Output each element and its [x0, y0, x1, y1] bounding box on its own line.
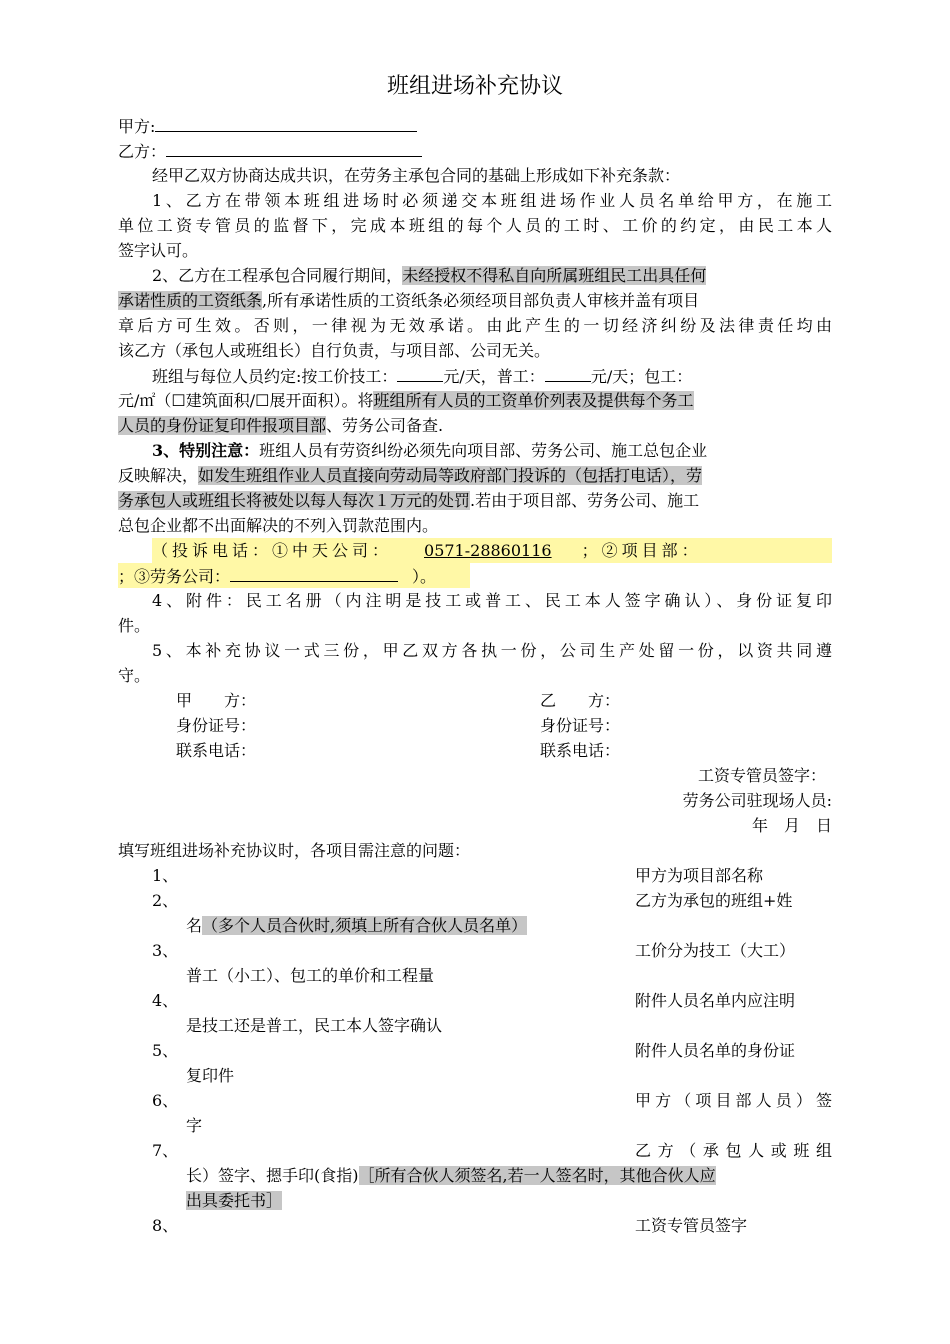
- wage-manager-signature-label: 工资专管员签字：: [697, 766, 826, 785]
- note-1-text: 甲方为项目部名称: [635, 866, 764, 885]
- clause-5-line-1: 5、本补充协议一式三份，甲乙双方各执一份，公司生产处留一份，以资共同遵: [152, 641, 832, 660]
- clause-1-line-2: 单位工资专管员的监督下，完成本班组的每个人员的工时、工价的约定，由民工本人: [118, 216, 832, 235]
- party-b-phone-label: 联系电话：: [540, 741, 621, 760]
- party-a-phone-label: 联系电话：: [176, 741, 257, 760]
- note-3-number: 3、: [152, 941, 179, 960]
- party-a-signature-label: 甲 方：: [176, 691, 257, 710]
- clause-3-line-1: 3、特别注意：班组人员有劳资纠纷必须先向项目部、劳务公司、施工总包企业: [152, 441, 708, 460]
- clause-2-line-1: 2、乙方在工程承包合同履行期间，未经授权不得私自向所属班组民工出具任何: [152, 266, 707, 285]
- clause-4-line-2: 件。: [118, 616, 151, 635]
- note-7-continued: 长）签字、摁手印(食指)［所有合伙人须签名,若一人签名时，其他合伙人应: [186, 1166, 716, 1185]
- complaint-phone-number: 0571-28860116: [424, 541, 552, 560]
- note-2-number: 2、: [152, 891, 179, 910]
- clause-2-line-2: 承诺性质的工资纸条,所有承诺性质的工资纸条必须经项目部负责人审核并盖有项目: [118, 291, 700, 310]
- clause-3-line-3: 务承包人或班组长将被处以每人每次１万元的处罚.若由于项目部、劳务公司、施工: [118, 491, 700, 510]
- note-7-text: 乙方（承包人或班组: [635, 1141, 832, 1160]
- note-6-text: 甲方（项目部人员）签: [635, 1091, 832, 1110]
- clause-1-line-1: 1、乙方在带领本班组进场时必须递交本班组进场作业人员名单给甲方，在施工: [152, 191, 832, 210]
- special-notice-label: 3、特别注意：: [152, 441, 260, 460]
- highlighted-text: ［所有合伙人须签名,若一人签名时，其他合伙人应: [358, 1166, 716, 1185]
- highlighted-text: 如发生班组作业人员直接向劳动局等政府部门投诉的（包括打电话），劳: [198, 466, 703, 485]
- general-wage-blank: [545, 363, 591, 382]
- note-3-text: 工价分为技工（大工）: [635, 941, 796, 960]
- onsite-staff-label: 劳务公司驻现场人员:: [682, 791, 832, 810]
- page-title: 班组进场补充协议: [386, 74, 563, 99]
- clause-2-line-4: 该乙方（承包人或班组长）自行负责，与项目部、公司无关。: [118, 341, 551, 360]
- note-8-text: 工资专管员签字: [635, 1216, 748, 1235]
- wage-line-1: 班组与每位人员约定:按工价技工： 元/天，普工： 元/天；包工：: [152, 363, 832, 388]
- note-7-number: 7、: [152, 1141, 179, 1160]
- note-4-continued: 是技工还是普工，民工本人签字确认: [186, 1016, 443, 1035]
- party-b-id-label: 身份证号：: [540, 716, 621, 735]
- highlighted-text: 出具委托书］: [186, 1191, 283, 1210]
- note-4-number: 4、: [152, 991, 179, 1010]
- highlighted-text: 人员的身份证复印件报项目部: [118, 416, 327, 435]
- note-6-number: 6、: [152, 1091, 179, 1110]
- date-label: 年 月 日: [751, 816, 832, 835]
- party-a-id-label: 身份证号：: [176, 716, 257, 735]
- wage-line-3: 人员的身份证复印件报项目部、劳务公司备查.: [118, 416, 444, 435]
- clause-4-line-1: 4、附件：民工名册（内注明是技工或普工、民工本人签字确认）、身份证复印: [152, 591, 832, 610]
- party-a-blank: [155, 113, 417, 132]
- highlighted-text: 未经授权不得私自向所属班组民工出具任何: [402, 266, 707, 285]
- complaint-phone-line-2: ；③劳务公司： ）。: [118, 563, 470, 588]
- party-a-line: 甲方:: [118, 113, 832, 138]
- complaint-phone-line-1: （投诉电话：①中天公司： 0571-28860116 ；②项目部：: [152, 538, 832, 563]
- note-3-continued: 普工（小工）、包工的单价和工程量: [186, 966, 435, 985]
- note-5-text: 附件人员名单的身份证: [635, 1041, 796, 1060]
- intro-text: 经甲乙双方协商达成共识，在劳务主承包合同的基础上形成如下补充条款：: [152, 166, 681, 185]
- note-7-continued-2: [186, 1188, 832, 1213]
- party-b-line: 乙方：: [118, 138, 832, 163]
- wage-line-2: 元/㎡（☐建筑面积/☐展开面积）。将班组所有人员的工资单价列表及提供每个务工: [118, 391, 694, 410]
- party-b-signature-label: 乙 方：: [540, 691, 621, 710]
- clause-2-line-3: 章后方可生效。否则，一律视为无效承诺。由此产生的一切经济纠纷及法律责任均由: [118, 316, 832, 335]
- skilled-wage-blank: [397, 363, 443, 382]
- note-5-continued: 复印件: [186, 1066, 235, 1085]
- note-1-number: 1、: [152, 866, 179, 885]
- highlighted-text: 班组所有人员的工资单价列表及提供每个务工: [373, 391, 694, 410]
- labor-company-phone-blank: [230, 563, 398, 582]
- note-4-text: 附件人员名单内应注明: [635, 991, 796, 1010]
- note-6-continued: 字: [186, 1116, 203, 1135]
- notes-title: 填写班组进场补充协议时，各项目需注意的问题：: [118, 841, 471, 860]
- highlighted-text: 务承包人或班组长将被处以每人每次１万元的处罚: [118, 491, 471, 510]
- party-b-blank: [166, 138, 422, 157]
- note-5-number: 5、: [152, 1041, 179, 1060]
- highlighted-text: （多个人员合伙时,须填上所有合伙人员名单）: [202, 916, 528, 935]
- clause-1-line-3: 签字认可。: [118, 241, 199, 260]
- highlighted-text: 承诺性质的工资纸条: [118, 291, 263, 310]
- clause-5-line-2: 守。: [118, 666, 151, 685]
- note-2-text: 乙方为承包的班组+姓: [635, 891, 793, 910]
- note-8-number: 8、: [152, 1216, 179, 1235]
- clause-3-line-4: 总包企业都不出面解决的不列入罚款范围内。: [118, 516, 439, 535]
- clause-3-line-2: 反映解决，如发生班组作业人员直接向劳动局等政府部门投诉的（包括打电话），劳: [118, 466, 703, 485]
- note-2-continued: 名（多个人员合伙时,须填上所有合伙人员名单）: [186, 916, 528, 935]
